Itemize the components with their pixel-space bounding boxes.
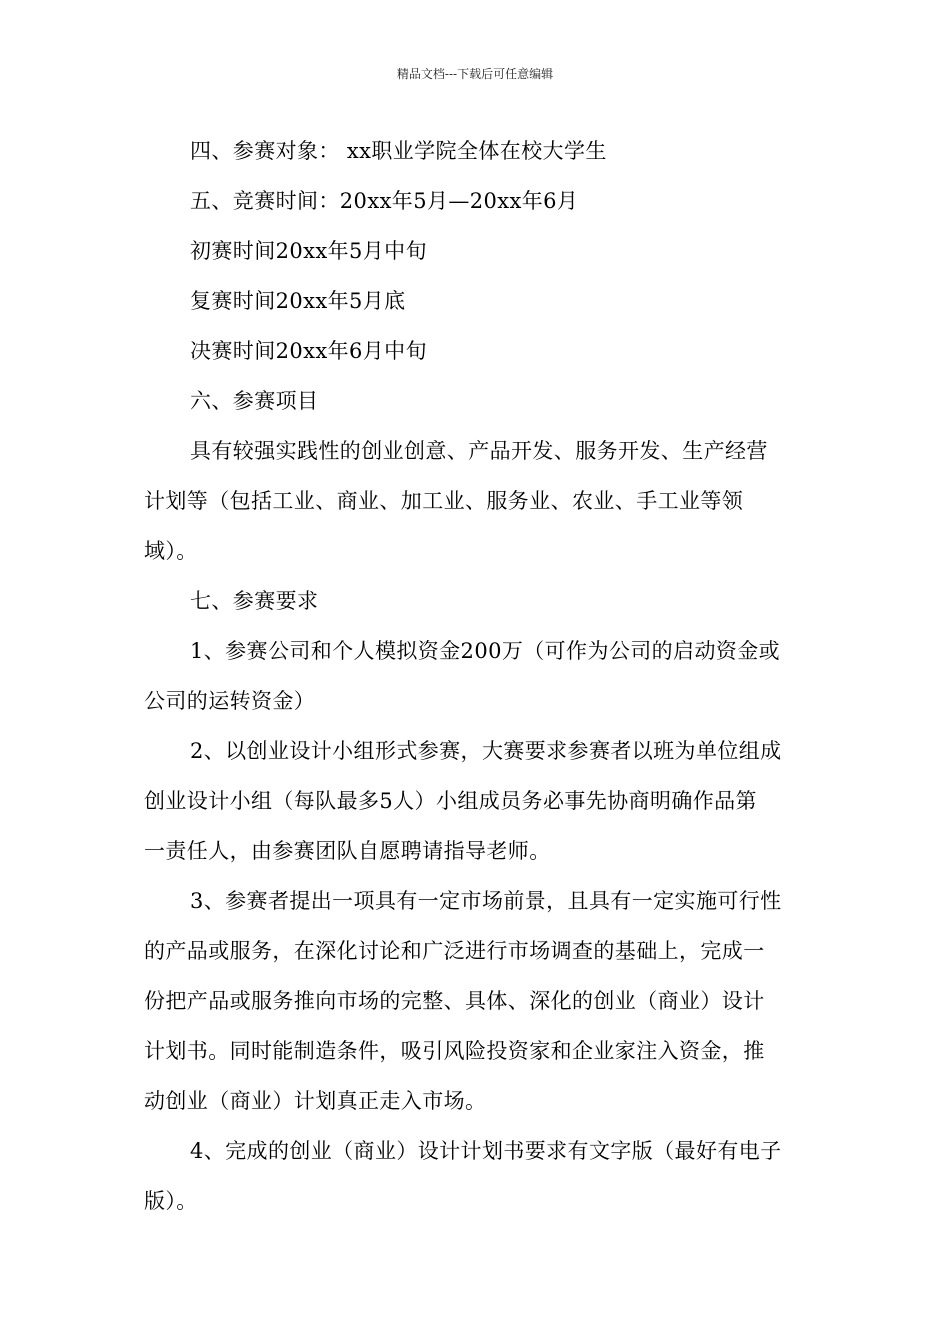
paragraph-line: 1、参赛公司和个人模拟资金200万（可作为公司的启动资金或 [190,639,781,663]
document-body [144,126,808,1226]
paragraph-line: 计划书。同时能制造条件，吸引风险投资家和企业家注入资金，推 [144,1039,765,1063]
paragraph-line: 复赛时间20xx年5月底 [190,289,406,313]
paragraph-line: 计划等（包括工业、商业、加工业、服务业、农业、手工业等领 [144,489,744,513]
paragraph-line: 动创业（商业）计划真正走入市场。 [144,1089,487,1113]
page-header: 精品文档---下载后可任意编辑 [396,67,554,81]
paragraph-line: 初赛时间20xx年5月中旬 [190,239,427,263]
paragraph-line: 版）。 [144,1189,198,1213]
paragraph-line: 五、竞赛时间：20xx年5月—20xx年6月 [190,189,579,213]
paragraph-line: 4、完成的创业（商业）设计计划书要求有文字版（最好有电子 [190,1139,782,1163]
paragraph-line: 2、以创业设计小组形式参赛，大赛要求参赛者以班为单位组成 [190,739,782,763]
paragraph-line: 域）。 [144,539,198,563]
paragraph-line: 的产品或服务，在深化讨论和广泛进行市场调查的基础上，完成一 [144,939,765,963]
paragraph-line: 份把产品或服务推向市场的完整、具体、深化的创业（商业）设计 [144,989,765,1013]
section-heading: 七、参赛要求 [190,589,319,613]
paragraph-line: 一责任人，由参赛团队自愿聘请指导老师。 [144,839,551,863]
paragraph-line: 四、参赛对象： xx职业学院全体在校大学生 [190,139,607,163]
section-heading: 六、参赛项目 [190,389,319,413]
paragraph-line: 具有较强实践性的创业创意、产品开发、服务开发、生产经营 [190,439,768,463]
paragraph-line: 3、参赛者提出一项具有一定市场前景，且具有一定实施可行性 [190,889,782,913]
paragraph-line: 公司的运转资金） [144,689,316,713]
paragraph-line: 决赛时间20xx年6月中旬 [190,339,427,363]
paragraph-line: 创业设计小组（每队最多5人）小组成员务必事先协商明确作品第 [144,789,757,813]
